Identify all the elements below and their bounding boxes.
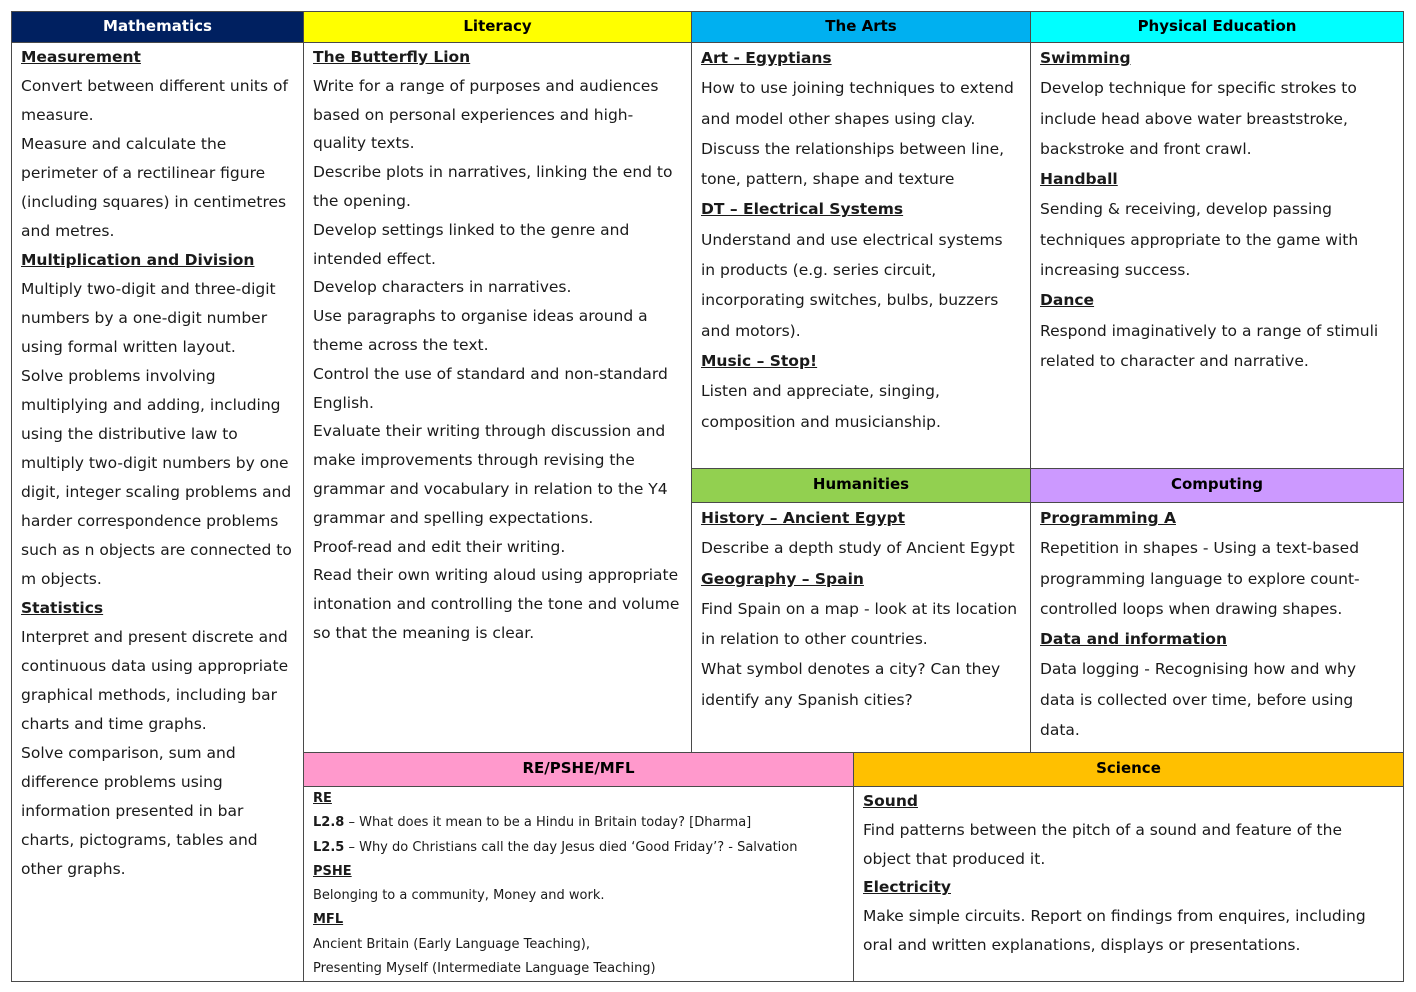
mathematics-text: Interpret and present discrete and continuous data using appropriate graphical methods, including bar charts and time graphs. xyxy=(21,628,289,733)
re-code: L2.5 xyxy=(313,839,345,855)
humanities-text: What symbol denotes a city? Can they identify any Spanish cities? xyxy=(701,660,1001,709)
computing-text: Data logging - Recognising how and why data is collected over time, before using data. xyxy=(1040,660,1357,740)
literacy-text: Evaluate their writing through discussion and make improvements through revising the grammar and vocabulary in relation to the Y4 grammar and spelling expectations. xyxy=(313,422,668,527)
science-panel xyxy=(853,752,1404,982)
humanities-text: Describe a depth study of Ancient Egypt xyxy=(701,539,1015,558)
mathematics-body xyxy=(12,43,303,884)
literacy-text: Proof-read and edit their writing. xyxy=(313,537,566,556)
butterfly-lion-heading: The Butterfly Lion xyxy=(313,48,471,66)
pe-text: Respond imaginatively to a range of stimuli related to character and narrative. xyxy=(1040,321,1379,370)
dt-electrical-heading: DT – Electrical Systems xyxy=(701,200,904,219)
mfl-text: Ancient Britain (Early Language Teaching), xyxy=(313,936,590,952)
electricity-heading: Electricity xyxy=(863,878,951,897)
re-header: RE/PSHE/MFL xyxy=(304,753,853,787)
literacy-panel xyxy=(303,11,692,753)
statistics-heading: Statistics xyxy=(21,599,104,617)
literacy-body xyxy=(304,43,691,648)
science-text: Make simple circuits. Report on findings from enquires, including oral and written explanations, displays or presentations. xyxy=(863,907,1366,954)
re-panel xyxy=(303,752,854,982)
literacy-text: Use paragraphs to organise ideas around a theme across the text. xyxy=(313,307,648,354)
swimming-heading: Swimming xyxy=(1040,49,1131,67)
programming-heading: Programming A xyxy=(1040,509,1176,527)
arts-text: Discuss the relationships between line, tone, pattern, shape and texture xyxy=(701,139,1005,189)
science-header: Science xyxy=(854,753,1403,787)
computing-text: Repetition in shapes - Using a text-based programming language to explore count-controlled loops when drawing shapes. xyxy=(1040,539,1360,618)
literacy-text: Read their own writing aloud using appropriate intonation and controlling the tone and volume so that the meaning is clear. xyxy=(313,566,680,642)
dance-heading: Dance xyxy=(1040,291,1095,310)
mfl-text: Presenting Myself (Intermediate Language Teaching) xyxy=(313,961,656,977)
mathematics-text: Solve problems involving multiplying and adding, including using the distributive law to multiply two-digit numbers by one digit, integer scaling problems and harder correspondence problems such as n objects are connected to m objects. xyxy=(21,367,292,588)
arts-text: How to use joining techniques to extend and model other shapes using clay. xyxy=(701,79,1014,128)
pshe-text: Belonging to a community, Money and work. xyxy=(313,888,605,904)
multiplication-division-heading: Multiplication and Division xyxy=(21,251,255,269)
arts-text: Understand and use electrical systems in products (e.g. series circuit, incorporating switches, bulbs, buzzers and motors). xyxy=(701,230,1003,340)
computing-body xyxy=(1031,503,1403,745)
pe-header: Physical Education xyxy=(1031,12,1403,43)
literacy-text: Develop characters in narratives. xyxy=(313,278,572,297)
mathematics-text: Multiply two-digit and three-digit numbers by a one-digit number using formal written layout. xyxy=(21,280,276,356)
re-line-text: – What does it mean to be a Hindu in Britain today? [Dharma] xyxy=(344,815,752,831)
music-stop-heading: Music – Stop! xyxy=(701,351,818,370)
humanities-panel xyxy=(691,468,1031,753)
arts-text: Listen and appreciate, singing, composition and musicianship. xyxy=(701,382,941,431)
data-information-heading: Data and information xyxy=(1040,630,1227,649)
pe-text: Sending & receiving, develop passing techniques appropriate to the game with increasing success. xyxy=(1040,200,1359,280)
re-body xyxy=(304,787,853,981)
mathematics-panel xyxy=(11,11,304,982)
history-heading: History – Ancient Egypt xyxy=(701,509,906,527)
re-line xyxy=(313,836,844,860)
pshe-heading: PSHE xyxy=(313,863,352,879)
arts-body xyxy=(692,43,1030,437)
science-text: Find patterns between the pitch of a sound and feature of the object that produced it. xyxy=(863,820,1342,868)
humanities-body xyxy=(692,503,1030,715)
re-line xyxy=(313,811,844,835)
re-code: L2.8 xyxy=(313,815,345,831)
humanities-text: Find Spain on a map - look at its location in relation to other countries. xyxy=(701,599,1018,649)
literacy-text: Control the use of standard and non-standard English. xyxy=(313,364,668,412)
sound-heading: Sound xyxy=(863,792,918,810)
geography-heading: Geography – Spain xyxy=(701,569,864,588)
pe-body xyxy=(1031,43,1403,376)
mathematics-header: Mathematics xyxy=(12,12,303,43)
arts-header: The Arts xyxy=(692,12,1030,43)
arts-panel xyxy=(691,11,1031,469)
computing-panel xyxy=(1030,468,1404,753)
literacy-text: Describe plots in narratives, linking the end to the opening. xyxy=(313,163,673,210)
computing-header: Computing xyxy=(1031,469,1403,503)
mathematics-text: Solve comparison, sum and difference problems using information presented in bar charts, pictograms, tables and other graphs. xyxy=(21,744,258,878)
re-line-text: – Why do Christians call the day Jesus died ‘Good Friday’? - Salvation xyxy=(344,839,798,855)
handball-heading: Handball xyxy=(1040,170,1118,189)
science-body xyxy=(854,787,1403,960)
literacy-text: Write for a range of purposes and audiences based on personal experiences and high-quality texts. xyxy=(313,76,659,153)
measurement-heading: Measurement xyxy=(21,48,141,66)
re-heading: RE xyxy=(313,791,332,806)
literacy-header: Literacy xyxy=(304,12,691,43)
literacy-text: Develop settings linked to the genre and intended effect. xyxy=(313,220,630,268)
pe-text: Develop technique for specific strokes to include head above water breaststroke, backstroke and front crawl. xyxy=(1040,79,1357,158)
pe-panel xyxy=(1030,11,1404,469)
mfl-heading: MFL xyxy=(313,912,344,928)
humanities-header: Humanities xyxy=(692,469,1030,503)
mathematics-text: Measure and calculate the perimeter of a rectilinear figure (including squares) in centimetres and metres. xyxy=(21,135,287,240)
mathematics-text: Convert between different units of measure. xyxy=(21,77,288,124)
art-egyptians-heading: Art - Egyptians xyxy=(701,49,832,67)
